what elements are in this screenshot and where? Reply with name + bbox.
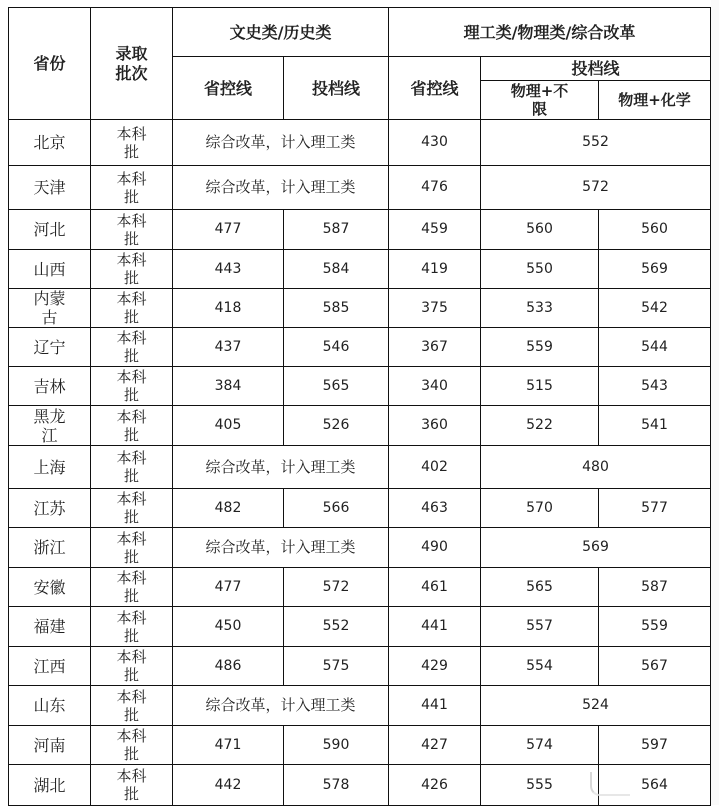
science-provincial-line-cell <box>389 250 481 289</box>
province-cell-text: 天津 <box>33 178 66 197</box>
physics-any-admission-cell <box>481 328 599 367</box>
liberal-provincial-line-cell-text: 437 <box>214 338 242 355</box>
liberal-provincial-line-cell <box>173 647 284 686</box>
batch-cell-text: 本科批 <box>116 211 147 248</box>
table-row <box>9 406 711 446</box>
physics-any-admission-cell-text: 574 <box>526 736 553 753</box>
table-row <box>9 686 711 726</box>
physics-chemistry-admission-cell-text: 567 <box>641 657 668 674</box>
comprehensive-reform-note-text: 综合改革，计入理工类 <box>205 178 356 196</box>
header-science-provincial-line: 省控线 <box>389 57 481 120</box>
batch-cell <box>91 765 173 806</box>
table-row <box>9 489 711 528</box>
science-provincial-line-cell-text: 430 <box>421 134 448 150</box>
table-row <box>9 568 711 607</box>
physics-chemistry-admission-cell-text: 559 <box>641 618 668 634</box>
comprehensive-reform-note <box>173 120 389 166</box>
province-cell <box>9 726 91 765</box>
province-cell-text: 内蒙古 <box>33 289 66 327</box>
comprehensive-reform-note-text: 综合改革，计入理工类 <box>205 538 356 556</box>
table-row <box>9 647 711 686</box>
liberal-admission-line-cell-text: 584 <box>322 260 350 277</box>
liberal-admission-line-cell <box>284 607 389 647</box>
batch-cell <box>91 367 173 406</box>
province-cell-text: 浙江 <box>33 538 66 557</box>
batch-cell <box>91 120 173 166</box>
physics-chemistry-admission-cell <box>599 367 711 406</box>
batch-cell-text: 本科批 <box>116 449 147 485</box>
physics-chemistry-admission-cell-text: 541 <box>641 417 668 433</box>
batch-cell-text: 本科批 <box>116 251 147 287</box>
science-provincial-line-cell <box>389 489 481 528</box>
admission-score-table <box>8 7 711 806</box>
physics-chemistry-admission-cell <box>599 406 711 446</box>
header-liberal-provincial-line: 省控线 <box>173 57 284 120</box>
header-liberal-admission-line: 投档线 <box>284 57 389 120</box>
table-row <box>9 367 711 406</box>
liberal-admission-line-cell <box>284 367 389 406</box>
header-batch <box>91 8 173 120</box>
batch-cell-text: 本科批 <box>116 648 147 684</box>
watermark-mark <box>590 772 630 796</box>
physics-any-admission-cell-text: 559 <box>526 338 553 355</box>
province-cell <box>9 250 91 289</box>
batch-cell <box>91 647 173 686</box>
physics-chemistry-admission-cell-text: 564 <box>641 776 668 793</box>
liberal-admission-line-cell <box>284 210 389 250</box>
liberal-provincial-line-cell-text: 405 <box>214 417 242 433</box>
liberal-provincial-line-cell-text: 450 <box>214 618 242 634</box>
science-provincial-line-cell-text: 360 <box>421 417 448 433</box>
batch-cell <box>91 726 173 765</box>
science-provincial-line-cell <box>389 289 481 328</box>
science-provincial-line-cell <box>389 568 481 607</box>
liberal-provincial-line-cell-text: 486 <box>214 657 242 674</box>
science-provincial-line-cell <box>389 446 481 489</box>
batch-cell-text: 本科批 <box>116 407 147 444</box>
physics-chemistry-admission-cell <box>599 647 711 686</box>
batch-cell-text: 本科批 <box>116 727 147 763</box>
liberal-provincial-line-cell-text: 442 <box>214 776 242 793</box>
comprehensive-reform-note <box>173 166 389 210</box>
liberal-admission-line-cell <box>284 647 389 686</box>
header-physics-any <box>481 81 599 120</box>
liberal-admission-line-cell <box>284 726 389 765</box>
physics-chemistry-admission-cell-text: 587 <box>641 578 668 595</box>
liberal-provincial-line-cell <box>173 765 284 806</box>
liberal-admission-line-cell-text: 587 <box>322 221 350 237</box>
science-provincial-line-cell-text: 340 <box>421 377 448 394</box>
header-physics-chemistry: 物理+化学 <box>599 81 711 120</box>
province-cell <box>9 489 91 528</box>
physics-any-admission-cell <box>481 607 599 647</box>
province-cell <box>9 647 91 686</box>
table-row <box>9 289 711 328</box>
liberal-admission-line-cell-text: 526 <box>322 417 350 433</box>
liberal-provincial-line-cell <box>173 568 284 607</box>
batch-cell <box>91 528 173 568</box>
science-provincial-line-cell <box>389 166 481 210</box>
physics-chemistry-admission-cell <box>599 568 711 607</box>
liberal-admission-line-cell-text: 552 <box>322 618 350 634</box>
table-body <box>9 120 711 806</box>
batch-cell-text: 本科批 <box>116 569 147 605</box>
physics-any-admission-cell <box>481 250 599 289</box>
province-cell-text: 安徽 <box>33 577 66 597</box>
physics-any-admission-cell <box>481 647 599 686</box>
liberal-provincial-line-cell-text: 482 <box>214 499 242 516</box>
science-admission-line-merged-cell-text: 524 <box>582 697 609 713</box>
province-cell-text: 河南 <box>33 735 66 755</box>
batch-cell-text: 本科批 <box>116 169 147 206</box>
province-cell-text: 辽宁 <box>33 337 66 357</box>
table-row <box>9 328 711 367</box>
comprehensive-reform-note <box>173 686 389 726</box>
province-cell <box>9 120 91 166</box>
science-provincial-line-cell <box>389 607 481 647</box>
physics-chemistry-admission-cell <box>599 328 711 367</box>
comprehensive-reform-note-text: 综合改革，计入理工类 <box>205 133 356 151</box>
physics-chemistry-admission-cell-text: 560 <box>641 221 668 237</box>
batch-cell-text: 本科批 <box>116 124 147 161</box>
physics-any-admission-cell-text: 515 <box>526 377 553 394</box>
batch-cell <box>91 328 173 367</box>
physics-chemistry-admission-cell <box>599 250 711 289</box>
batch-cell <box>91 489 173 528</box>
physics-chemistry-admission-cell-text: 544 <box>641 338 668 355</box>
science-admission-line-merged-cell <box>481 446 711 489</box>
liberal-admission-line-cell <box>284 765 389 806</box>
science-provincial-line-cell-text: 426 <box>421 776 448 793</box>
science-provincial-line-cell <box>389 686 481 726</box>
comprehensive-reform-note-text: 综合改革，计入理工类 <box>205 457 356 476</box>
physics-any-admission-cell-text: 565 <box>526 578 553 595</box>
liberal-provincial-line-cell <box>173 289 284 328</box>
batch-cell <box>91 406 173 446</box>
table-row <box>9 166 711 210</box>
physics-any-admission-cell <box>481 289 599 328</box>
physics-any-admission-cell-text: 570 <box>526 499 553 516</box>
physics-any-admission-cell-text: 550 <box>526 260 553 277</box>
physics-chemistry-admission-cell-text: 569 <box>641 260 668 277</box>
liberal-admission-line-cell <box>284 289 389 328</box>
liberal-provincial-line-cell <box>173 250 284 289</box>
province-cell-text: 河北 <box>33 220 66 239</box>
table-row <box>9 250 711 289</box>
header-province: 省份 <box>9 8 91 120</box>
batch-cell <box>91 686 173 726</box>
batch-cell-text: 本科批 <box>116 608 147 645</box>
science-admission-line-merged-cell <box>481 686 711 726</box>
science-provincial-line-cell-text: 367 <box>421 338 448 355</box>
liberal-provincial-line-cell <box>173 607 284 647</box>
batch-cell-text: 本科批 <box>116 529 147 566</box>
science-provincial-line-cell <box>389 647 481 686</box>
science-provincial-line-cell <box>389 120 481 166</box>
liberal-admission-line-cell <box>284 406 389 446</box>
table-row <box>9 446 711 489</box>
physics-chemistry-admission-cell-text: 543 <box>641 377 668 394</box>
batch-cell-text: 本科批 <box>116 687 147 724</box>
physics-any-admission-cell <box>481 765 599 806</box>
liberal-provincial-line-cell-text: 418 <box>214 299 242 316</box>
liberal-admission-line-cell-text: 585 <box>322 299 350 316</box>
province-cell <box>9 607 91 647</box>
physics-chemistry-admission-cell <box>599 289 711 328</box>
batch-cell <box>91 446 173 489</box>
batch-cell <box>91 210 173 250</box>
science-admission-line-merged-cell <box>481 528 711 568</box>
liberal-provincial-line-cell-text: 443 <box>214 260 242 277</box>
physics-chemistry-admission-cell <box>599 607 711 647</box>
province-cell <box>9 765 91 806</box>
science-provincial-line-cell <box>389 765 481 806</box>
physics-any-admission-cell-text: 554 <box>526 657 553 674</box>
province-cell <box>9 568 91 607</box>
liberal-admission-line-cell <box>284 250 389 289</box>
province-cell-text: 上海 <box>33 457 66 477</box>
table-row <box>9 607 711 647</box>
header-batch-label: 录取批次 <box>115 43 148 83</box>
province-cell-text: 江西 <box>33 656 66 676</box>
science-admission-line-merged-cell-text: 480 <box>582 458 609 475</box>
science-provincial-line-cell-text: 461 <box>421 578 448 595</box>
liberal-provincial-line-cell <box>173 210 284 250</box>
science-provincial-line-cell-text: 490 <box>421 539 448 555</box>
science-provincial-line-cell-text: 441 <box>421 697 448 713</box>
physics-any-admission-cell-text: 555 <box>526 776 553 793</box>
science-provincial-line-cell-text: 429 <box>421 657 448 674</box>
science-provincial-line-cell-text: 441 <box>421 618 448 634</box>
liberal-admission-line-cell <box>284 568 389 607</box>
province-cell-text: 福建 <box>33 617 66 636</box>
page-edge <box>711 0 719 805</box>
science-provincial-line-cell-text: 419 <box>421 260 448 277</box>
liberal-provincial-line-cell-text: 384 <box>214 377 242 394</box>
liberal-admission-line-cell-text: 565 <box>322 377 350 394</box>
batch-cell-text: 本科批 <box>116 329 147 365</box>
province-cell <box>9 528 91 568</box>
liberal-provincial-line-cell <box>173 726 284 765</box>
science-provincial-line-cell <box>389 328 481 367</box>
province-cell <box>9 446 91 489</box>
table-row <box>9 726 711 765</box>
liberal-admission-line-cell-text: 572 <box>322 578 350 595</box>
physics-any-admission-cell <box>481 568 599 607</box>
batch-cell <box>91 568 173 607</box>
physics-any-admission-cell <box>481 367 599 406</box>
header-science-admission-line: 投档线 <box>481 57 711 81</box>
province-cell-text: 吉林 <box>33 376 66 396</box>
liberal-admission-line-cell <box>284 489 389 528</box>
science-admission-line-merged-cell <box>481 120 711 166</box>
science-provincial-line-cell-text: 463 <box>421 499 448 516</box>
province-cell <box>9 210 91 250</box>
liberal-admission-line-cell-text: 575 <box>322 657 350 674</box>
physics-any-admission-cell <box>481 406 599 446</box>
science-provincial-line-cell-text: 375 <box>421 299 448 316</box>
table-row <box>9 120 711 166</box>
liberal-provincial-line-cell-text: 477 <box>214 578 242 595</box>
liberal-admission-line-cell-text: 590 <box>322 736 350 753</box>
science-admission-line-merged-cell-text: 569 <box>582 539 609 555</box>
physics-chemistry-admission-cell <box>599 210 711 250</box>
batch-cell <box>91 289 173 328</box>
physics-any-admission-cell <box>481 210 599 250</box>
province-cell-text: 北京 <box>33 133 66 152</box>
science-provincial-line-cell-text: 459 <box>421 221 448 237</box>
batch-cell-text: 本科批 <box>116 368 147 404</box>
physics-chemistry-admission-cell-text: 542 <box>641 299 668 316</box>
batch-cell <box>91 166 173 210</box>
province-cell <box>9 328 91 367</box>
science-provincial-line-cell <box>389 406 481 446</box>
province-cell <box>9 367 91 406</box>
province-cell-text: 湖北 <box>33 775 66 795</box>
province-cell <box>9 166 91 210</box>
province-cell-text: 山东 <box>33 696 66 715</box>
province-cell <box>9 289 91 328</box>
science-provincial-line-cell-text: 476 <box>421 179 448 195</box>
liberal-provincial-line-cell <box>173 406 284 446</box>
liberal-admission-line-cell-text: 566 <box>322 499 350 516</box>
liberal-provincial-line-cell <box>173 489 284 528</box>
province-cell <box>9 406 91 446</box>
batch-cell-text: 本科批 <box>116 767 147 803</box>
science-provincial-line-cell-text: 402 <box>421 458 448 475</box>
science-provincial-line-cell <box>389 528 481 568</box>
liberal-provincial-line-cell <box>173 367 284 406</box>
province-cell-text: 山西 <box>33 259 66 279</box>
physics-chemistry-admission-cell-text: 597 <box>641 736 668 753</box>
header-science-group: 理工类/物理类/综合改革 <box>389 8 711 57</box>
physics-any-admission-cell-text: 522 <box>526 417 553 433</box>
liberal-admission-line-cell <box>284 328 389 367</box>
science-provincial-line-cell <box>389 367 481 406</box>
liberal-admission-line-cell-text: 546 <box>322 338 350 355</box>
province-cell-text: 黑龙江 <box>33 406 66 445</box>
header-physics-any-label: 物理+不限 <box>510 82 569 118</box>
comprehensive-reform-note <box>173 446 389 489</box>
province-cell <box>9 686 91 726</box>
physics-chemistry-admission-cell <box>599 489 711 528</box>
science-provincial-line-cell <box>389 726 481 765</box>
comprehensive-reform-note-text: 综合改革，计入理工类 <box>205 696 356 714</box>
comprehensive-reform-note <box>173 528 389 568</box>
batch-cell-text: 本科批 <box>116 290 147 326</box>
science-admission-line-merged-cell-text: 552 <box>582 134 609 150</box>
physics-any-admission-cell <box>481 489 599 528</box>
table-row <box>9 528 711 568</box>
batch-cell <box>91 607 173 647</box>
science-provincial-line-cell <box>389 210 481 250</box>
admission-score-table-frame <box>8 7 711 806</box>
batch-cell-text: 本科批 <box>116 490 147 526</box>
science-provincial-line-cell-text: 427 <box>421 736 448 753</box>
physics-any-admission-cell-text: 557 <box>526 618 553 634</box>
batch-cell <box>91 250 173 289</box>
physics-any-admission-cell-text: 560 <box>526 221 553 237</box>
science-admission-line-merged-cell-text: 572 <box>582 179 609 195</box>
science-admission-line-merged-cell <box>481 166 711 210</box>
liberal-admission-line-cell-text: 578 <box>322 776 350 793</box>
liberal-provincial-line-cell <box>173 328 284 367</box>
physics-chemistry-admission-cell <box>599 726 711 765</box>
header-liberal-arts-group: 文史类/历史类 <box>173 8 389 57</box>
physics-chemistry-admission-cell-text: 577 <box>641 499 668 516</box>
physics-any-admission-cell <box>481 726 599 765</box>
liberal-provincial-line-cell-text: 471 <box>214 736 242 753</box>
table-row <box>9 210 711 250</box>
liberal-provincial-line-cell-text: 477 <box>214 221 242 237</box>
physics-any-admission-cell-text: 533 <box>526 299 553 316</box>
province-cell-text: 江苏 <box>33 498 66 518</box>
